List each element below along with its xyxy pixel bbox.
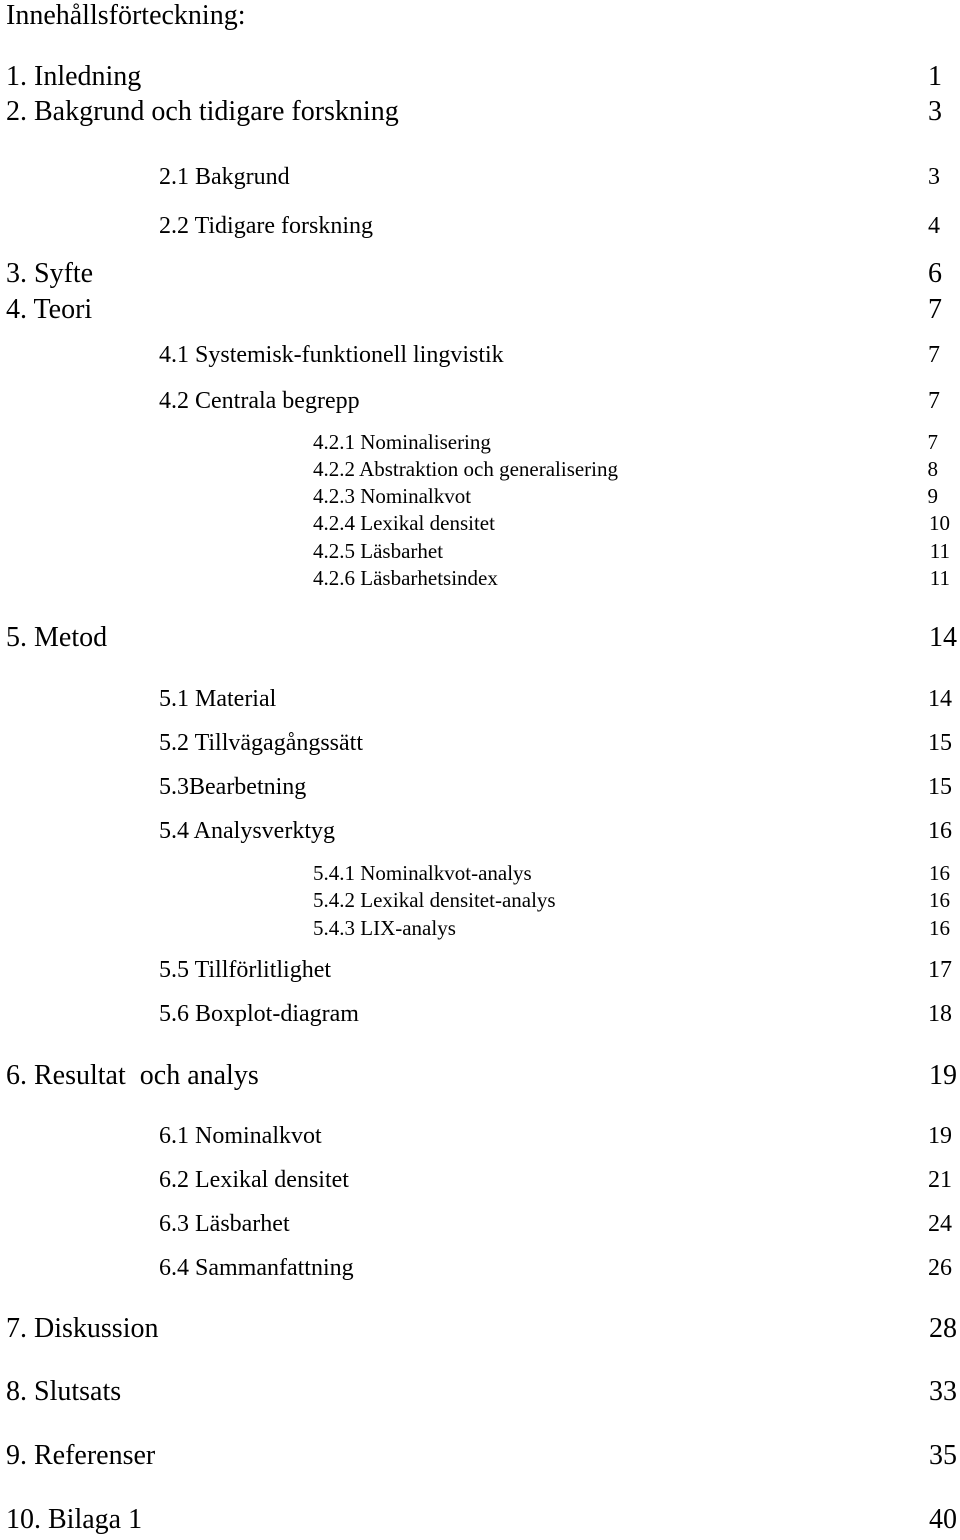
- toc-entry-page: 14: [928, 686, 952, 712]
- toc-heading: Innehållsförteckning:: [6, 0, 246, 31]
- toc-entry-title: 5.1 Material: [159, 686, 277, 712]
- toc-entry-title: 1. Inledning: [6, 61, 142, 92]
- toc-entry-page: 21: [928, 1167, 952, 1193]
- toc-entry-9[interactable]: [0, 1439, 960, 1473]
- toc-entry-page: 18: [928, 1001, 952, 1027]
- toc-entry-5-6[interactable]: [0, 997, 960, 1031]
- toc-entry-page: 35: [929, 1440, 957, 1471]
- toc-entry-page: 24: [928, 1211, 952, 1237]
- toc-entry-page: 9: [927, 484, 938, 508]
- toc-entry-2-2[interactable]: [0, 209, 960, 243]
- toc-entry-7[interactable]: [0, 1312, 960, 1346]
- toc-entry-2-1[interactable]: [0, 160, 960, 194]
- toc-entry-title: 4.2.1 Nominalisering: [313, 430, 491, 454]
- toc-entry-page: 7: [927, 430, 938, 454]
- toc-entry-6-3[interactable]: [0, 1207, 960, 1241]
- toc-entry-5-2[interactable]: [0, 726, 960, 760]
- toc-entry-title: 5.4.3 LIX-analys: [313, 916, 456, 940]
- toc-entry-title: 8. Slutsats: [6, 1376, 122, 1407]
- toc-entry-title: 6.1 Nominalkvot: [159, 1123, 322, 1149]
- toc-entry-6-2[interactable]: [0, 1163, 960, 1197]
- toc-entry-page: 19: [928, 1123, 952, 1149]
- toc-entry-title: 4.2 Centrala begrepp: [159, 388, 360, 414]
- toc-entry-2[interactable]: [0, 95, 960, 129]
- toc-entry-title: 4. Teori: [6, 294, 93, 325]
- toc-entry-title: 9. Referenser: [6, 1440, 156, 1471]
- toc-entry-title: 7. Diskussion: [6, 1313, 159, 1344]
- toc-entry-title: 5.2 Tillvägagångssätt: [159, 730, 364, 756]
- toc-entry-page: 8: [927, 457, 938, 481]
- toc-entry-5[interactable]: [0, 621, 960, 655]
- toc-entry-page: 11: [929, 539, 950, 563]
- toc-entry-5-3[interactable]: [0, 770, 960, 804]
- toc-entry-5-5[interactable]: [0, 953, 960, 987]
- toc-entry-title: 4.2.3 Nominalkvot: [313, 484, 472, 508]
- toc-entry-8[interactable]: [0, 1375, 960, 1409]
- toc-entry-title: 4.2.6 Läsbarhetsindex: [313, 566, 498, 590]
- toc-entry-title: 6.4 Sammanfattning: [159, 1255, 354, 1281]
- toc-entry-page: 7: [928, 294, 942, 325]
- toc-entry-title: 6.3 Läsbarhet: [159, 1211, 290, 1237]
- toc-entry-page: 17: [928, 957, 952, 983]
- toc-entry-page: 7: [928, 342, 940, 368]
- toc-entry-page: 15: [928, 774, 952, 800]
- toc-entry-page: 11: [929, 566, 950, 590]
- toc-entry-4-2[interactable]: [0, 384, 960, 418]
- toc-entry-page: 6: [928, 258, 942, 289]
- toc-entry-page: 16: [929, 861, 950, 885]
- toc-entry-5-4-3[interactable]: [0, 911, 960, 945]
- toc-entry-page: 16: [929, 916, 950, 940]
- toc-entry-title: 5.3Bearbetning: [159, 774, 307, 800]
- toc-entry-5-4[interactable]: [0, 814, 960, 848]
- toc-entry-title: 6. Resultat och analys: [6, 1060, 259, 1091]
- toc-entry-title: 2.2 Tidigare forskning: [159, 213, 374, 239]
- toc-entry-4-1[interactable]: [0, 338, 960, 372]
- toc-entry-page: 3: [928, 96, 942, 127]
- toc-entry-title: 5.4 Analysverktyg: [159, 818, 335, 844]
- toc-entry-page: 33: [929, 1376, 957, 1407]
- toc-entry-title: 5.6 Boxplot-diagram: [159, 1001, 359, 1027]
- toc-entry-page: 10: [929, 511, 950, 535]
- toc-entry-4[interactable]: [0, 293, 960, 327]
- toc-entry-page: 19: [929, 1060, 957, 1091]
- toc-entry-6-1[interactable]: [0, 1119, 960, 1153]
- toc-entry-page: 40: [929, 1504, 957, 1535]
- toc-entry-page: 1: [928, 61, 942, 92]
- toc-entry-5-1[interactable]: [0, 682, 960, 716]
- toc-entry-10[interactable]: [0, 1503, 960, 1537]
- toc-entry-1[interactable]: [0, 60, 960, 94]
- toc-entry-title: 2. Bakgrund och tidigare forskning: [6, 96, 399, 127]
- toc-entry-page: 3: [928, 164, 940, 190]
- toc-entry-title: 4.2.2 Abstraktion och generalisering: [313, 457, 619, 481]
- toc-entry-title: 4.1 Systemisk-funktionell lingvistik: [159, 342, 504, 368]
- toc-entry-title: 2.1 Bakgrund: [159, 164, 290, 190]
- toc-entry-title: 10. Bilaga 1: [6, 1504, 143, 1535]
- toc-entry-6-4[interactable]: [0, 1251, 960, 1285]
- toc-entry-6[interactable]: [0, 1059, 960, 1093]
- toc-entry-title: 5. Metod: [6, 622, 108, 653]
- toc-entry-title: 6.2 Lexikal densitet: [159, 1167, 349, 1193]
- toc-entry-page: 4: [928, 213, 940, 239]
- toc-entry-page: 14: [929, 622, 957, 653]
- toc-entry-title: 5.4.1 Nominalkvot-analys: [313, 861, 532, 885]
- toc-entry-page: 15: [928, 730, 952, 756]
- toc-entry-page: 16: [929, 888, 950, 912]
- toc-entry-page: 26: [928, 1255, 952, 1281]
- toc-entry-page: 28: [929, 1313, 957, 1344]
- toc-entry-title: 3. Syfte: [6, 258, 94, 289]
- toc-entry-4-2-6[interactable]: [0, 561, 960, 595]
- toc-entry-3[interactable]: [0, 257, 960, 291]
- toc-entry-page: 16: [928, 818, 952, 844]
- toc-entry-page: 7: [928, 388, 940, 414]
- toc-entry-title: 5.5 Tillförlitlighet: [159, 957, 332, 983]
- toc-entry-title: 5.4.2 Lexikal densitet-analys: [313, 888, 556, 912]
- toc-entry-title: 4.2.5 Läsbarhet: [313, 539, 444, 563]
- toc-entry-title: 4.2.4 Lexikal densitet: [313, 511, 495, 535]
